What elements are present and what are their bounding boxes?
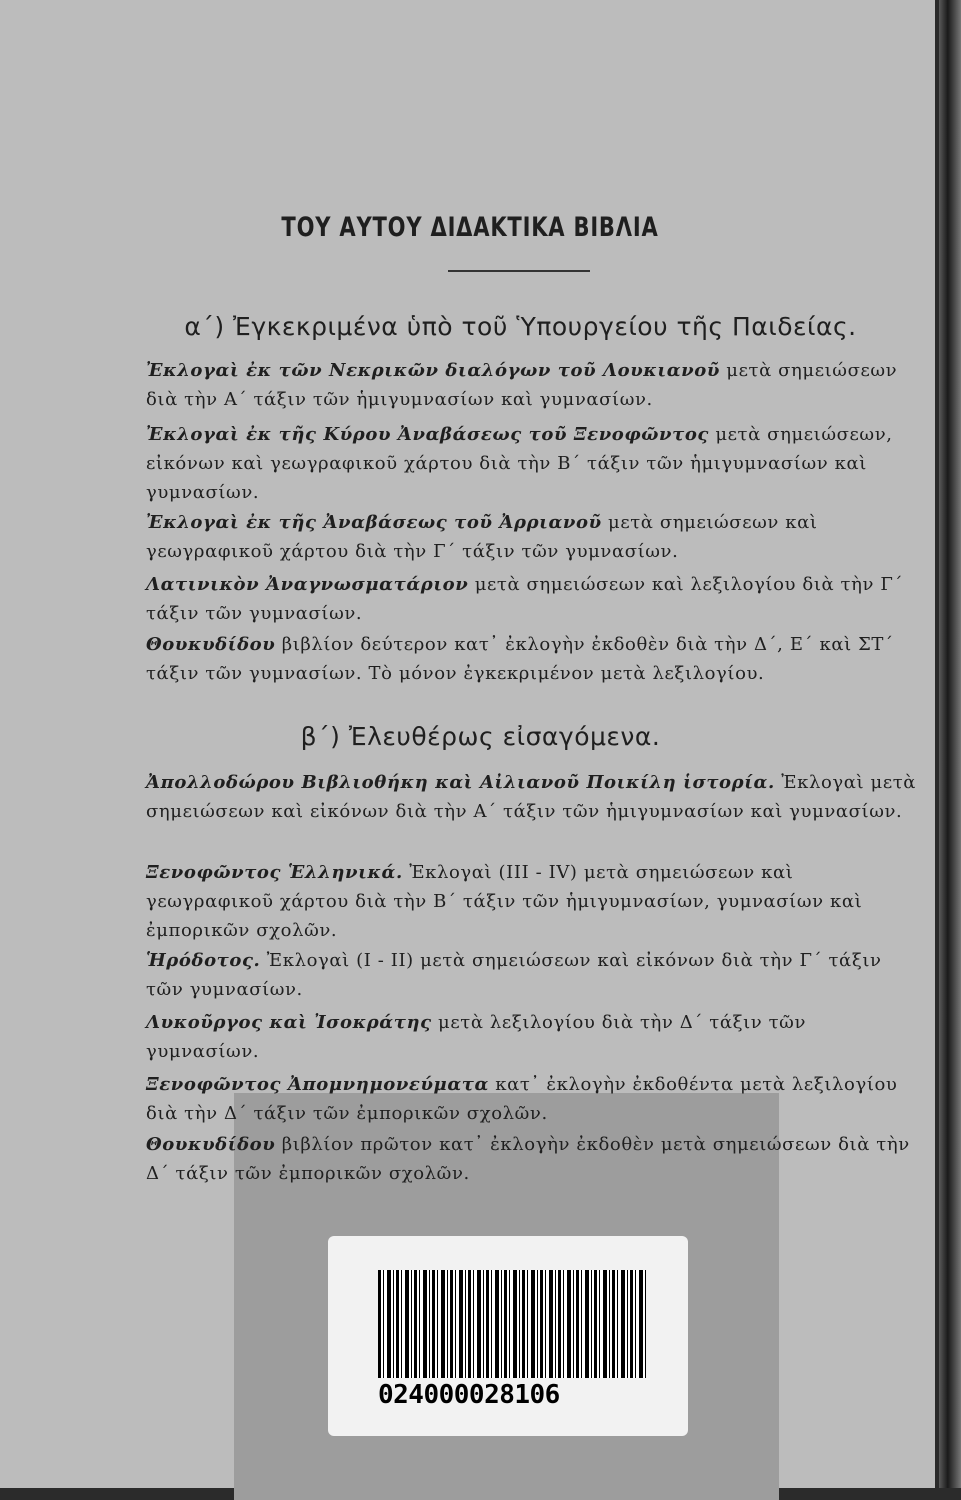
list-item xyxy=(146,508,921,566)
entry-title: Ἐκλογαὶ ἐκ τῆς Ἀναβάσεως τοῦ Ἀρριανοῦ xyxy=(146,512,602,533)
title-divider xyxy=(448,270,590,272)
entry-title: Λυκοῦργος καὶ Ἰσοκράτης xyxy=(146,1012,432,1033)
list-item xyxy=(146,420,921,507)
list-item xyxy=(146,768,921,826)
list-item xyxy=(146,1008,921,1066)
entry-title: Ξενοφῶντος Ἀπομνημονεύματα xyxy=(146,1074,489,1095)
entry-text: Ἐκλογαὶ (I - II) μετὰ σημειώσεων καὶ εἰκόνων διὰ τὴν Γ΄ τάξιν τῶν γυμνασίων. xyxy=(146,950,882,1000)
list-item xyxy=(146,1070,921,1128)
entry-title: Θουκυδίδου xyxy=(146,634,276,655)
list-item xyxy=(146,1130,921,1188)
list-item xyxy=(146,630,921,688)
list-item xyxy=(146,858,921,945)
entry-text: βιβλίον δεύτερον κατ᾿ ἐκλογὴν ἐκδοθὲν διὰ τὴν Δ΄, Ε΄ καὶ ΣΤ΄ τάξιν τῶν γυμνασίων. Τὸ μόνον ἐγκεκριμένον μετὰ λεξιλογίου. xyxy=(146,634,894,684)
barcode xyxy=(378,1270,646,1378)
entry-text: μετὰ σημειώσεων διὰ τὴν Α΄ τάξιν τῶν ἡμιγυμνασίων καὶ γυμνασίων. xyxy=(146,360,898,410)
entry-text: μετὰ σημειώσεων καὶ γεωγραφικοῦ χάρτου διὰ τὴν Γ΄ τάξιν τῶν γυμνασίων. xyxy=(146,512,818,562)
barcode-number: 024000028106 xyxy=(378,1380,560,1410)
entry-title: Ἐκλογαὶ ἐκ τῆς Κύρου Ἀναβάσεως τοῦ Ξενοφῶντος xyxy=(146,424,709,445)
entry-text: μετὰ σημειώσεων καὶ λεξιλογίου διὰ τὴν Γ΄ τάξιν τῶν γυμνασίων. xyxy=(146,574,904,624)
entry-title: Ἀπολλοδώρου Βιβλιοθήκη καὶ Αἰλιανοῦ Ποικίλη ἱστορία. xyxy=(146,772,775,793)
entry-title: Θουκυδίδου xyxy=(146,1134,276,1155)
entry-text: μετὰ σημειώσεων, εἰκόνων καὶ γεωγραφικοῦ χάρτου διὰ τὴν Β΄ τάξιν τῶν ἡμιγυμνασίων καὶ γυμνασίων. xyxy=(146,424,893,503)
entry-text: κατ᾿ ἐκλογὴν ἐκδοθέντα μετὰ λεξιλογίου διὰ τὴν Δ΄ τάξιν τῶν ἐμπορικῶν σχολῶν. xyxy=(146,1074,898,1124)
entry-text: μετὰ λεξιλογίου διὰ τὴν Δ΄ τάξιν τῶν γυμνασίων. xyxy=(146,1012,806,1062)
entry-title: Ἐκλογαὶ ἐκ τῶν Νεκρικῶν διαλόγων τοῦ Λουκιανοῦ xyxy=(146,360,720,381)
entry-text: Ἐκλογαὶ μετὰ σημειώσεων καὶ εἰκόνων διὰ τὴν Α΄ τάξιν τῶν ἡμιγυμνασίων καὶ γυμνασίων. xyxy=(146,772,917,822)
entry-text: Ἐκλογαὶ (III - IV) μετὰ σημειώσεων καὶ γεωγραφικοῦ χάρτου διὰ τὴν Β΄ τάξιν τῶν ἡμιγυμνασίων, γυμνασίων καὶ ἐμπορικῶν σχολῶν. xyxy=(146,862,863,941)
entry-title: Λατινικὸν Ἀναγνωσματάριον xyxy=(146,574,469,595)
list-item xyxy=(146,356,921,414)
entry-text: βιβλίον πρῶτον κατ᾿ ἐκλογὴν ἐκδοθὲν μετὰ σημειώσεων διὰ τὴν Δ΄ τάξιν τῶν ἐμπορικῶν σχολῶν. xyxy=(146,1134,910,1184)
page-title: ΤΟΥ ΑΥΤΟΥ ΔΙΔΑΚΤΙΚΑ ΒΙΒΛΙΑ xyxy=(281,212,659,243)
entry-title: Ἡρόδοτος. xyxy=(146,950,261,971)
list-item xyxy=(146,946,921,1004)
list-item xyxy=(146,570,921,628)
section-b-title: β΄) Ἐλευθέρως εἰσαγόμενα. xyxy=(300,722,661,751)
entry-title: Ξενοφῶντος Ἑλληνικά. xyxy=(146,862,403,883)
section-a-title: α΄) Ἐγκεκριμένα ὑπὸ τοῦ Ὑπουργείου τῆς Παιδείας. xyxy=(184,312,857,341)
